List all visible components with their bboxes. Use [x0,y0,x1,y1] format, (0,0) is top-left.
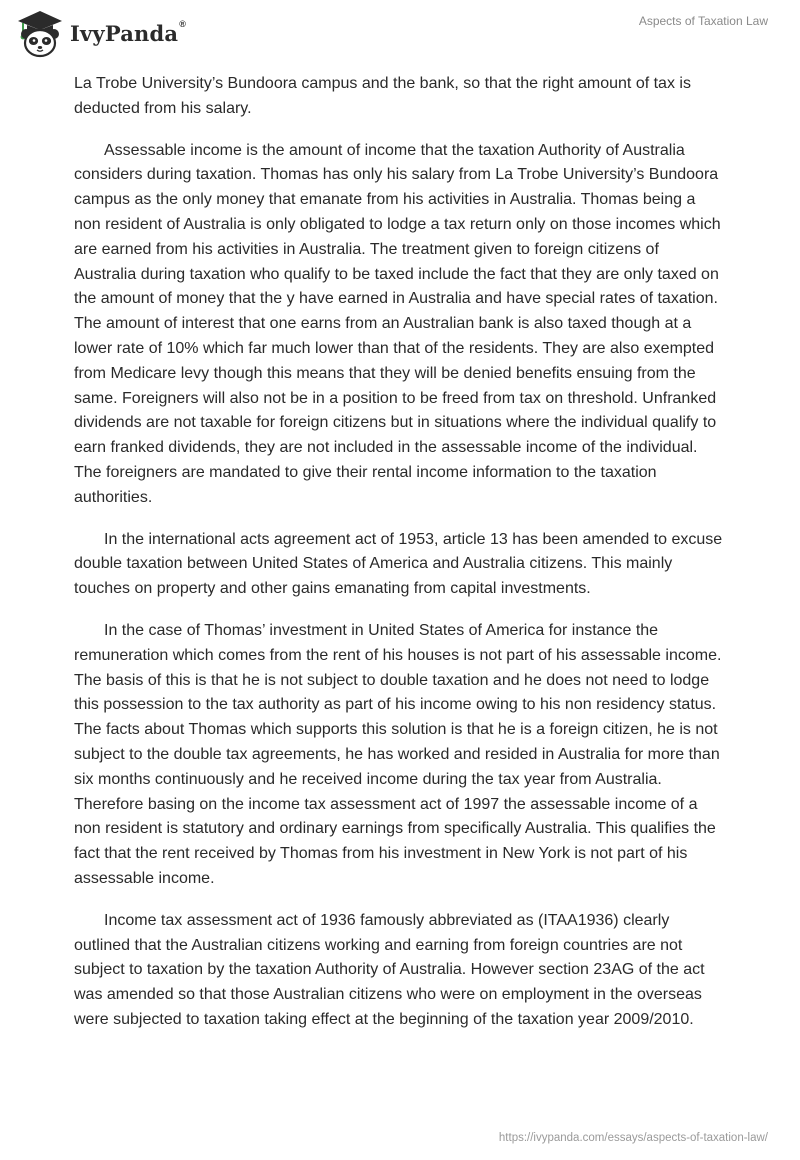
logo-wordmark [70,18,187,46]
essay-body [74,72,724,1050]
ivypanda-logo[interactable] [14,8,186,58]
panda-graduate-icon [14,8,66,58]
paragraph: In the case of Thomas’ investment in United States of America for instance the remuneration which comes from the rent of his houses is not part of his assessable income. The basis of this is that he is not subject to double taxation and he does not need to lodge this possession to the tax authority as part of his income owing to his non residency status. The facts about Thomas which supports this solution is that he is a foreign citizen, he is not subject to the double tax agreements, he has worked and resided in Australia for more than six months continuously and he received income during the tax year from Australia. Therefore basing on the income tax assessment act of 1997 the assessable income of a non resident is statutory and ordinary earnings from specifically Australia. This qualifies the fact that the rent received by Thomas from his investment in New York is not part of his assessable income. [74,621,722,887]
paragraph: La Trobe University’s Bundoora campus and the bank, so that the right amount of tax is deducted from his salary. [74,75,691,117]
paragraph: Income tax assessment act of 1936 famously abbreviated as (ITAA1936) clearly outlined that the Australian citizens working and earning from foreign countries are not subject to taxation by the taxation Authority of Australia. However section 23AG of the act was amended so that those Australian citizens who were on employment in the overseas were subjected to taxation taking effect at the beginning of the taxation year 2009/2010. [74,911,705,1028]
logo-text: IvyPanda [70,20,179,46]
page-header [0,0,800,70]
paragraph: In the international acts agreement act of 1953, article 13 has been amended to excuse double taxation between United States of America and Australia citizens. This mainly touches on property and other gains emanating from capital investments. [74,530,723,598]
source-url-link[interactable]: https://ivypanda.com/essays/aspects-of-taxation-law/ [498,1132,768,1144]
document-title: Aspects of Taxation Law [638,14,768,28]
paragraph: Assessable income is the amount of income that the taxation Authority of Australia considers during taxation. Thomas has only his salary from La Trobe University’s Bundoora campus as the only money that emanate from his activities in Australia. Thomas being a non resident of Australia is only obligated to lodge a tax return only on those incomes which are earned from his activities in Australia. The treatment given to foreign citizens of Australia during taxation who qualify to be taxed include the fact that they are only taxed on the amount of money that the y have earned in Australia and have special rates of taxation. The amount of interest that one earns from an Australian bank is also taxed though at a lower rate of 10% which far much lower than that of the residents. They are also exempted from Medicare levy though this means that they will be denied benefits ensuing from the same. Foreigners will also not be in a position to be freed from tax on threshold. Unfranked dividends are not taxable for foreign citizens but in situations where the individual qualify to earn franked dividends, they are not included in the assessable income of the individual. The foreigners are mandated to give their rental income information to the taxation authorities. [74,141,721,506]
registered-mark: ® [179,18,187,29]
